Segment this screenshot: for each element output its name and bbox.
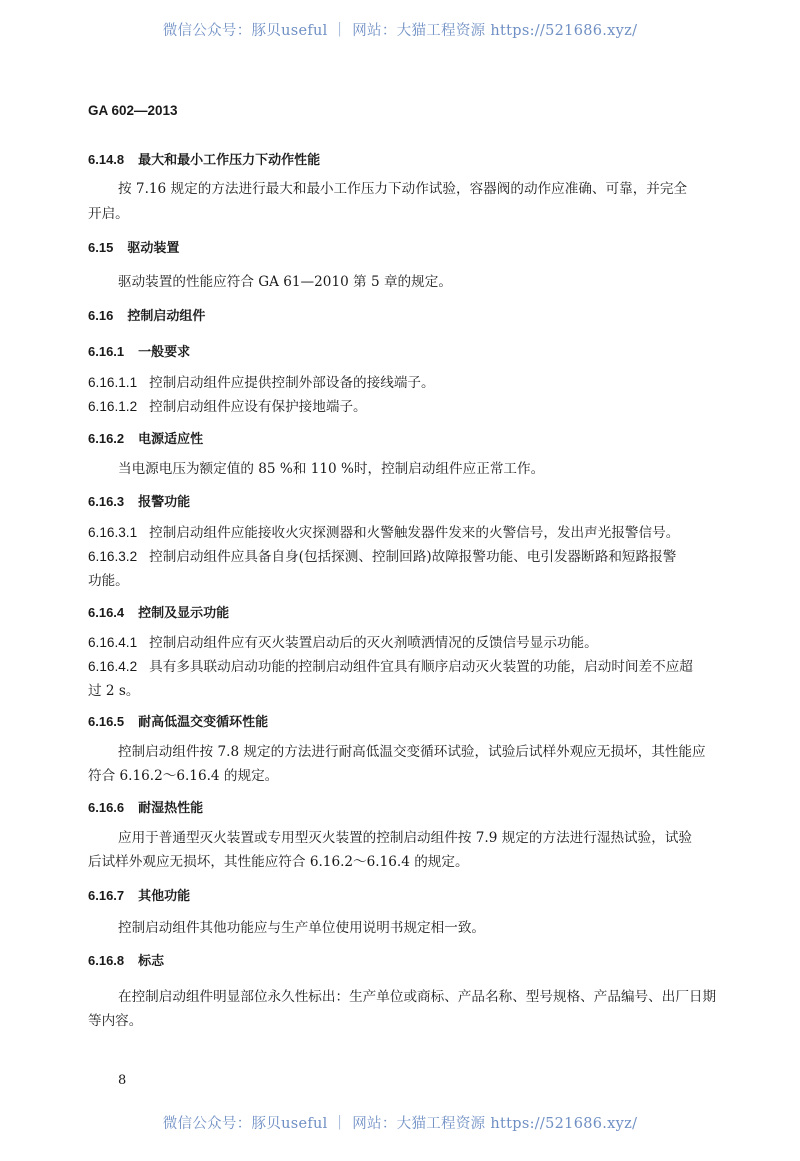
paragraph-line: 符合 6.16.2～6.16.4 的规定。 — [88, 768, 279, 784]
section-heading — [88, 602, 229, 621]
clause — [88, 395, 367, 415]
section-title: 耐湿热性能 — [138, 801, 204, 816]
paragraph-line: 当电源电压为额定值的 85 %和 110 %时，控制启动组件应正常工作。 — [118, 461, 545, 477]
paragraph-line: 驱动装置的性能应符合 GA 61—2010 第 5 章的规定。 — [118, 274, 452, 290]
paragraph-line: 在控制启动组件明显部位永久性标出：生产单位或商标、产品名称、型号规格、产品编号、出厂日期 — [118, 989, 717, 1005]
section-heading — [88, 491, 190, 510]
paragraph-line: 开启。 — [88, 206, 129, 222]
section-heading — [88, 305, 205, 324]
section-number: 6.16.6 — [88, 800, 125, 815]
section-number: 6.16.7 — [88, 888, 125, 903]
document-code: GA 602—2013 — [88, 103, 178, 118]
clause-number: 6.16.3.2 — [88, 549, 138, 564]
section-heading — [88, 711, 268, 730]
section-heading — [88, 428, 203, 447]
section-title: 控制启动组件 — [127, 309, 206, 324]
section-title: 控制及显示功能 — [138, 606, 230, 621]
section-number: 6.16.3 — [88, 494, 125, 509]
clause — [88, 521, 679, 541]
section-heading — [88, 149, 320, 168]
section-title: 电源适应性 — [138, 432, 204, 447]
section-heading — [88, 237, 179, 256]
clause-text: 控制启动组件应能接收火灾探测器和火警触发器件发来的火警信号，发出声光报警信号。 — [149, 525, 680, 541]
paragraph-line: 功能。 — [88, 573, 129, 589]
section-number: 6.15 — [88, 240, 114, 255]
section-number: 6.16.4 — [88, 605, 125, 620]
paragraph-line: 控制启动组件其他功能应与生产单位使用说明书规定相一致。 — [118, 920, 486, 936]
clause-number: 6.16.4.1 — [88, 635, 138, 650]
clause-number: 6.16.4.2 — [88, 659, 138, 674]
clause-number: 6.16.1.1 — [88, 375, 138, 390]
section-number: 6.16.1 — [88, 344, 125, 359]
section-title: 一般要求 — [138, 345, 191, 360]
paragraph-line: 过 2 s。 — [88, 683, 140, 699]
clause-text: 控制启动组件应设有保护接地端子。 — [149, 399, 367, 415]
section-title: 标志 — [138, 954, 165, 969]
paragraph-line: 后试样外观应无损坏，其性能应符合 6.16.2～6.16.4 的规定。 — [88, 854, 469, 870]
clause-text: 具有多具联动启动功能的控制启动组件宜具有顺序启动灭火装置的功能，启动时间差不应超 — [149, 659, 693, 675]
section-heading — [88, 797, 203, 816]
section-heading — [88, 341, 190, 360]
page-number: 8 — [118, 1073, 127, 1088]
paragraph-line: 按 7.16 规定的方法进行最大和最小工作压力下动作试验，容器阀的动作应准确、可靠，并完全 — [118, 181, 688, 197]
watermark-top: 微信公众号：豚贝useful ｜ 网站：大猫工程资源 https://521686.xyz/ — [162, 23, 638, 39]
clause — [88, 371, 435, 391]
clause — [88, 631, 598, 651]
section-number: 6.16 — [88, 308, 114, 323]
section-number: 6.16.8 — [88, 953, 125, 968]
section-number: 6.14.8 — [88, 152, 125, 167]
clause-text: 控制启动组件应有灭火装置启动后的灭火剂喷洒情况的反馈信号显示功能。 — [149, 635, 598, 651]
section-title: 报警功能 — [138, 495, 191, 510]
paragraph-line: 等内容。 — [88, 1013, 143, 1029]
clause-text: 控制启动组件应具备自身(包括探测、控制回路)故障报警功能、电引发器断路和短路报警 — [149, 549, 677, 565]
section-number: 6.16.5 — [88, 714, 125, 729]
clause — [88, 545, 676, 565]
clause-number: 6.16.3.1 — [88, 525, 138, 540]
paragraph-line: 控制启动组件按 7.8 规定的方法进行耐高低温交变循环试验，试验后试样外观应无损坏，其性能应 — [118, 744, 706, 760]
clause-number: 6.16.1.2 — [88, 399, 138, 414]
clause — [88, 655, 693, 675]
watermark-bottom: 微信公众号：豚贝useful ｜ 网站：大猫工程资源 https://521686.xyz/ — [162, 1116, 638, 1132]
section-title: 驱动装置 — [127, 241, 180, 256]
section-title: 耐高低温交变循环性能 — [138, 715, 269, 730]
paragraph-line: 应用于普通型灭火装置或专用型灭火装置的控制启动组件按 7.9 规定的方法进行湿热试验，试验 — [118, 830, 693, 846]
clause-text: 控制启动组件应提供控制外部设备的接线端子。 — [149, 375, 435, 391]
section-title: 其他功能 — [138, 889, 191, 904]
section-heading — [88, 885, 190, 904]
section-title: 最大和最小工作压力下动作性能 — [138, 153, 321, 168]
section-heading — [88, 950, 164, 969]
section-number: 6.16.2 — [88, 431, 125, 446]
